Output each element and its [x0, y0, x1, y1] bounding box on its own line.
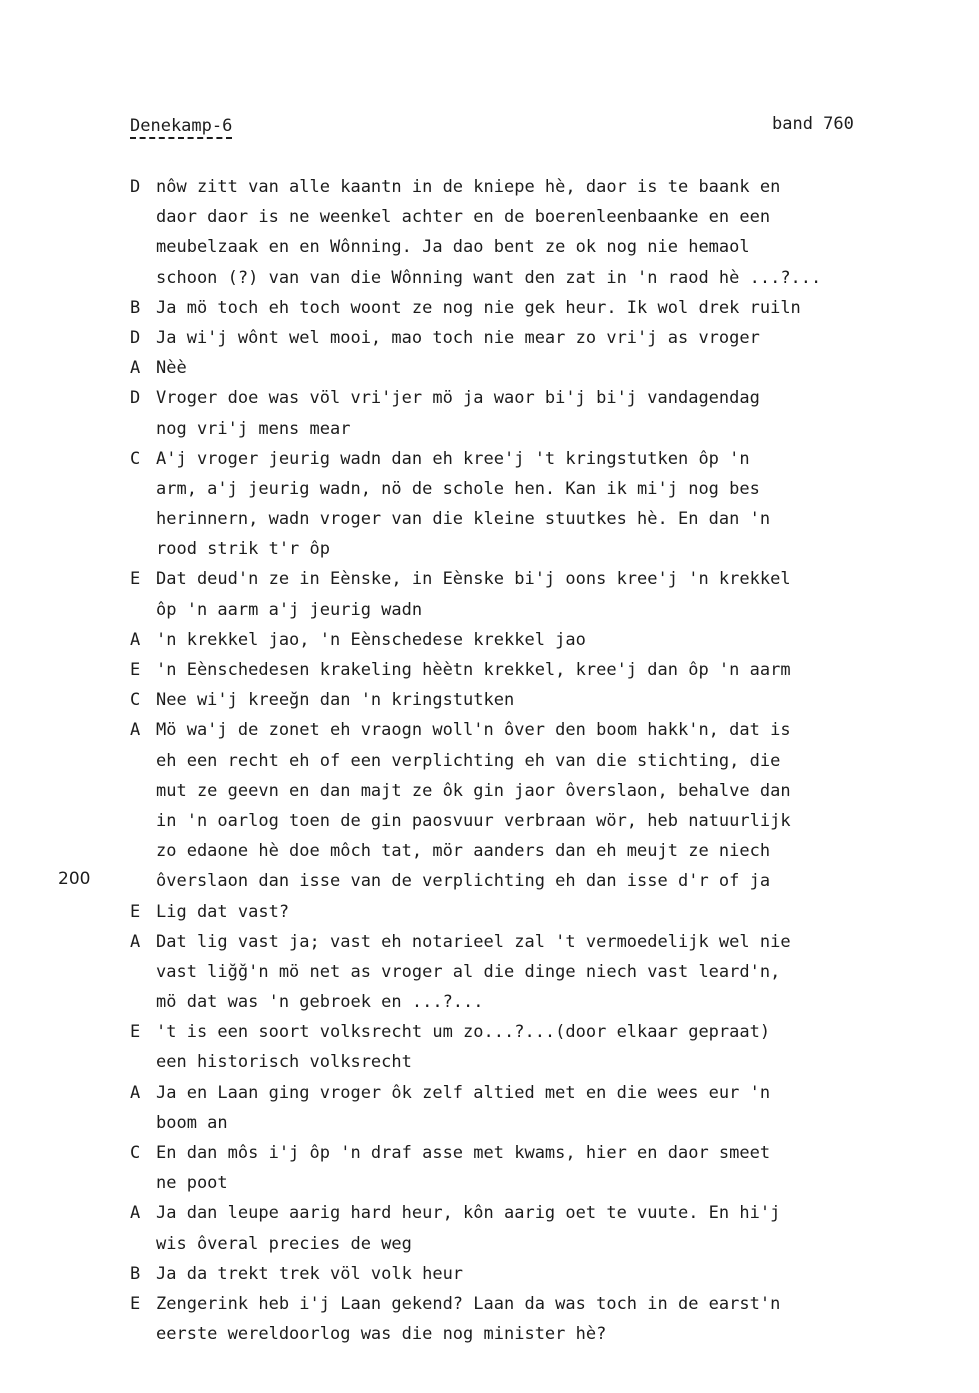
speaker-turn	[130, 897, 979, 927]
transcript-line	[130, 927, 979, 957]
speaker-label: B	[130, 1263, 141, 1284]
speaker-label: A	[130, 358, 141, 379]
speaker-turn	[130, 1078, 979, 1138]
line-text: zo edaone hè doe môch tat, mör aanders dan eh meujt ze niech	[156, 841, 771, 862]
document-title	[130, 116, 232, 136]
line-text: boom an	[156, 1112, 228, 1133]
line-text: herinnern, wadn vroger van die kleine stuutkes hè. En dan 'n	[156, 509, 771, 530]
line-text: arm, a'j jeurig wadn, nö de schole hen. Kan ik mi'j nog bes	[156, 478, 760, 499]
speaker-turn	[130, 1289, 979, 1349]
speaker-turn	[130, 1259, 979, 1289]
transcript-line	[130, 715, 979, 745]
speaker-turn	[130, 383, 979, 443]
speaker-turn	[130, 685, 979, 715]
speaker-label: E	[130, 901, 141, 922]
speaker-label: D	[130, 177, 141, 197]
transcript-body	[130, 172, 979, 1349]
line-text: Ja en Laan ging vroger ôk zelf altied met en die wees eur 'n	[156, 1082, 771, 1103]
speaker-turn	[130, 715, 979, 896]
transcript-line	[130, 1108, 979, 1138]
transcript-line	[130, 1198, 979, 1228]
line-text: nôw zitt van alle kaantn in de kniepe hè, daor is te baank en	[156, 177, 781, 197]
speaker-label: E	[130, 1293, 141, 1314]
speaker-label: E	[130, 569, 141, 590]
speaker-turn	[130, 927, 979, 1018]
transcript-line	[130, 414, 979, 444]
line-text: eh een recht eh of een verplichting eh van die stichting, die	[156, 750, 781, 771]
line-text: En dan môs i'j ôp 'n draf asse met kwams, hier en daor smeet	[156, 1143, 771, 1163]
transcript-line	[130, 1047, 979, 1077]
transcript-line	[130, 232, 979, 262]
line-text: Mö wa'j de zonet eh vraogn woll'n ôver den boom hakk'n, dat is	[156, 720, 791, 741]
line-text: eerste wereldoorlog was die nog minister hè?	[156, 1324, 607, 1345]
speaker-turn	[130, 1138, 979, 1198]
line-text: ôverslaon dan isse van de verplichting eh dan isse d'r of ja	[156, 871, 771, 892]
line-text: 'n Eènschedesen krakeling hèètn krekkel, kree'j dan ôp 'n aarm	[156, 660, 791, 680]
line-text: vast liğğ'n mö net as vroger al die dinge niech vast leard'n,	[156, 961, 781, 982]
line-number-marker: 200	[58, 869, 91, 889]
line-text: meubelzaak en en Wônning. Ja dao bent ze ok nog nie hemaol	[156, 237, 750, 258]
band-number: band 760	[772, 114, 854, 134]
transcript-line	[130, 293, 979, 323]
speaker-turn	[130, 564, 979, 624]
speaker-label: C	[130, 448, 141, 469]
transcript-line	[130, 323, 979, 353]
speaker-label: E	[130, 1022, 141, 1043]
transcript-line	[130, 474, 979, 504]
speaker-turn	[130, 293, 979, 323]
line-text: Vroger doe was völ vri'jer mö ja waor bi'j bi'j vandagendag	[156, 388, 760, 409]
transcript-line	[130, 957, 979, 987]
transcript-line	[130, 202, 979, 232]
speaker-label: A	[130, 1082, 141, 1103]
line-text: Dat lig vast ja; vast eh notarieel zal 't vermoedelijk wel nie	[156, 931, 791, 952]
line-text: daor daor is ne weenkel achter en de boerenleenbaanke en een	[156, 207, 771, 228]
line-text: Ja da trekt trek völ volk heur	[156, 1263, 464, 1284]
line-text: Nee wi'j kreeğn dan 'n kringstutken	[156, 690, 515, 711]
line-text: mut ze geevn en dan majt ze ôk gin jaor ôverslaon, behalve dan	[156, 780, 791, 801]
transcript-line	[130, 776, 979, 806]
speaker-label: A	[130, 720, 141, 741]
line-text: Nèè	[156, 358, 187, 379]
line-text: Ja wi'j wônt wel mooi, mao toch nie mear zo vri'j as vroger	[156, 327, 760, 348]
transcript-line	[130, 1017, 979, 1047]
speaker-label: D	[130, 388, 141, 409]
line-text: Lig dat vast?	[156, 901, 290, 922]
transcript-line	[130, 685, 979, 715]
transcript-line	[130, 172, 979, 202]
line-text: ne poot	[156, 1173, 228, 1194]
speaker-turn	[130, 323, 979, 353]
speaker-label: C	[130, 690, 141, 711]
speaker-turn	[130, 172, 979, 293]
speaker-turn	[130, 1198, 979, 1258]
line-text: mö dat was 'n gebroek en ...?...	[156, 992, 484, 1013]
transcript-line	[130, 534, 979, 564]
transcript-line	[130, 504, 979, 534]
line-text: Ja mö toch eh toch woont ze nog nie gek heur. Ik wol drek ruiln	[156, 297, 801, 318]
speaker-turn	[130, 655, 979, 685]
transcript-line	[130, 564, 979, 594]
transcript-line	[130, 444, 979, 474]
transcript-line	[130, 1078, 979, 1108]
transcript-line	[130, 897, 979, 927]
line-text: ôp 'n aarm a'j jeurig wadn	[156, 599, 423, 620]
speaker-label: A	[130, 629, 141, 650]
line-text: A'j vroger jeurig wadn dan eh kree'j 't kringstutken ôp 'n	[156, 448, 750, 469]
line-text: Zengerink heb i'j Laan gekend? Laan da was toch in de earst'n	[156, 1293, 781, 1314]
transcript-line	[130, 655, 979, 685]
speaker-label: D	[130, 327, 141, 348]
transcript-line	[130, 987, 979, 1017]
transcript-line	[130, 1168, 979, 1198]
line-text: 'n krekkel jao, 'n Eènschedese krekkel jao	[156, 629, 586, 650]
transcript-line	[130, 1289, 979, 1319]
speaker-label: A	[130, 931, 141, 952]
transcript-line	[130, 806, 979, 836]
speaker-label: C	[130, 1143, 141, 1163]
line-text: wis ôveral precies de weg	[156, 1233, 412, 1254]
transcript-line	[130, 263, 979, 293]
speaker-turn	[130, 1017, 979, 1077]
transcript-line	[130, 1229, 979, 1259]
transcript-line	[130, 383, 979, 413]
line-text: schoon (?) van van die Wônning want den zat in 'n raod hè ...?...	[156, 267, 822, 288]
transcript-line	[130, 353, 979, 383]
line-text: Ja dan leupe aarig hard heur, kôn aarig oet te vuute. En hi'j	[156, 1203, 781, 1224]
transcript-line	[130, 1138, 979, 1168]
transcript-line	[130, 746, 979, 776]
speaker-label: A	[130, 1203, 141, 1224]
line-text: rood strik t'r ôp	[156, 539, 330, 560]
speaker-turn	[130, 444, 979, 565]
speaker-label: B	[130, 297, 141, 318]
line-text: een historisch volksrecht	[156, 1052, 412, 1073]
line-text: in 'n oarlog toen de gin paosvuur verbraan wör, heb natuurlijk	[156, 810, 791, 831]
speaker-label: E	[130, 660, 141, 680]
document-title-text: Denekamp-6	[130, 116, 232, 139]
line-text: Dat deud'n ze in Eènske, in Eènske bi'j oons kree'j 'n krekkel	[156, 569, 791, 590]
line-text: 't is een soort volksrecht um zo...?...(door elkaar gepraat)	[156, 1022, 771, 1043]
transcript-line	[130, 1319, 979, 1349]
transcript-line	[130, 1259, 979, 1289]
speaker-turn	[130, 353, 979, 383]
line-text: nog vri'j mens mear	[156, 418, 351, 439]
transcript-line	[130, 866, 979, 896]
transcript-line	[130, 625, 979, 655]
speaker-turn	[130, 625, 979, 655]
transcript-line	[130, 595, 979, 625]
transcript-line	[130, 836, 979, 866]
